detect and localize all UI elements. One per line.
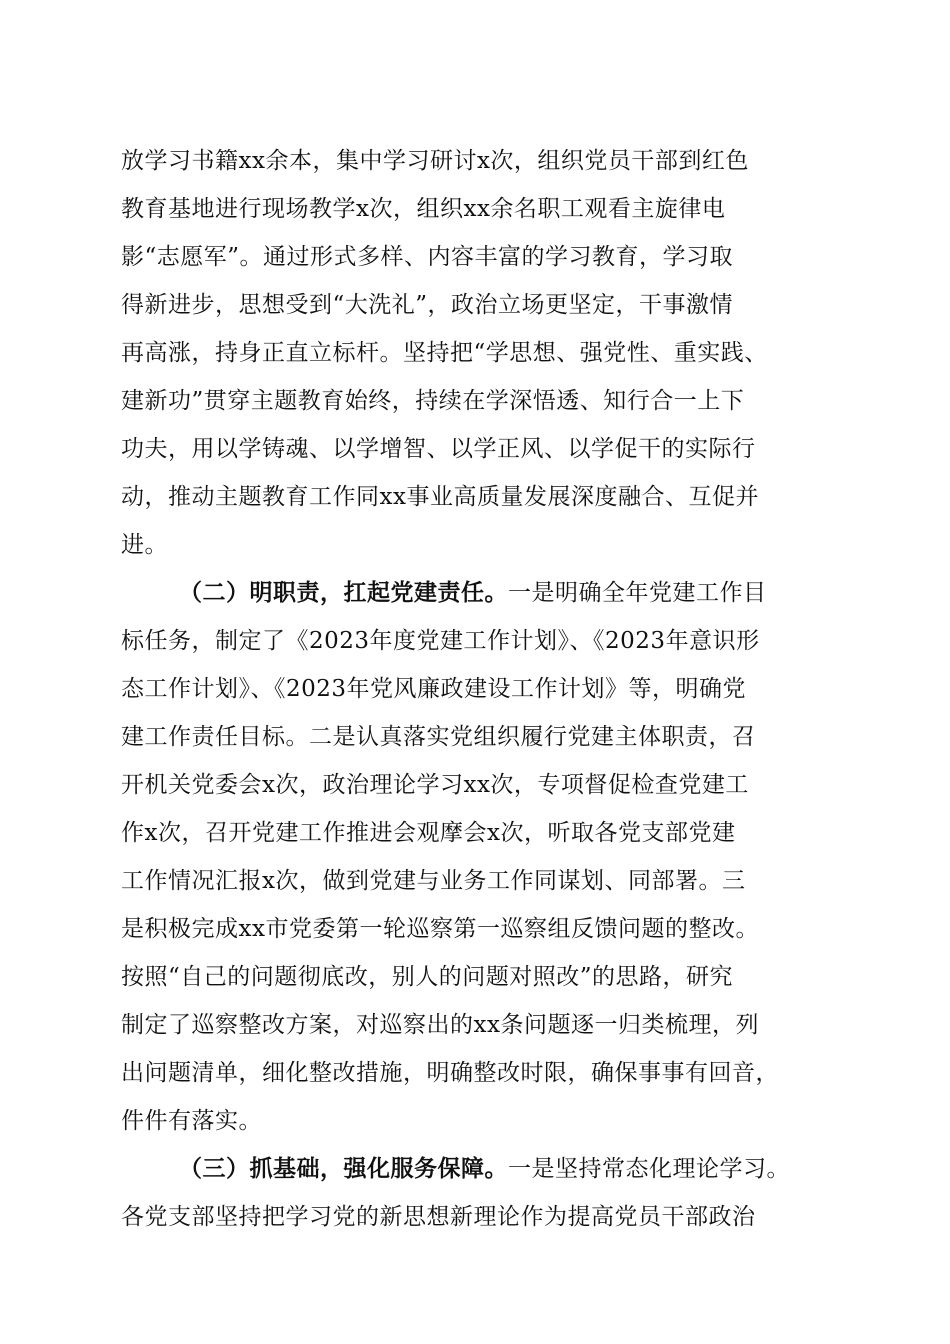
text-line: 标任务，制定了《2023年度党建工作计划》、《2023年意识形 <box>121 628 760 654</box>
paragraph-first-line <box>179 578 767 608</box>
text-line: 建工作责任目标。二是认真落实党组织履行党建主体职责，召 <box>121 724 756 750</box>
text-line: 工作情况汇报x次，做到党建与业务工作同谋划、同部署。三 <box>121 868 746 894</box>
text-line: 作x次，召开党建工作推进会观摩会x次，听取各党支部党建 <box>121 820 736 846</box>
text-line: 是积极完成xx市党委第一轮巡察第一巡察组反馈问题的整改。 <box>121 916 759 942</box>
text-run: 一是坚持常态化理论学习。 <box>508 1156 790 1182</box>
text-line: 按照“自己的问题彻底改，别人的问题对照改”的思路，研究 <box>121 964 734 990</box>
text-line: 放学习书籍xx余本，集中学习研讨x次，组织党员干部到红色 <box>121 148 749 174</box>
text-line: 进。 <box>121 532 168 558</box>
text-line: 影“志愿军”。通过形式多样、内容丰富的学习教育，学习取 <box>121 244 734 270</box>
text-line: 动，推动主题教育工作同xx事业高质量发展深度融合、互促并 <box>121 484 759 510</box>
text-line: 各党支部坚持把学习党的新思想新理论作为提高党员干部政治 <box>121 1204 756 1230</box>
paragraph-first-line <box>179 1154 790 1184</box>
text-line: 再高涨，持身正直立标杆。坚持把“学思想、强党性、重实践、 <box>121 340 768 366</box>
text-run: 一是明确全年党建工作目 <box>508 580 767 606</box>
section-heading-3: （三）抓基础，强化服务保障。 <box>179 1155 508 1182</box>
text-line: 功夫，用以学铸魂、以学增智、以学正风、以学促干的实际行 <box>121 436 756 462</box>
text-line: 件件有落实。 <box>121 1108 262 1134</box>
text-line: 开机关党委会x次，政治理论学习xx次，专项督促检查党建工 <box>121 772 749 798</box>
text-line: 建新功”贯穿主题教育始终，持续在学深悟透、知行合一上下 <box>121 388 745 414</box>
text-line: 教育基地进行现场教学x次，组织xx余名职工观看主旋律电 <box>121 196 726 222</box>
text-line: 态工作计划》、《2023年党风廉政建设工作计划》等，明确党 <box>121 676 747 702</box>
text-line: 出问题清单，细化整改措施，明确整改时限，确保事事有回音， <box>121 1060 779 1086</box>
section-heading-2: （二）明职责，扛起党建责任。 <box>179 579 508 606</box>
text-line: 得新进步，思想受到“大洗礼”，政治立场更坚定，干事激情 <box>121 292 734 318</box>
text-line: 制定了巡察整改方案，对巡察出的xx条问题逐一归类梳理，列 <box>121 1012 759 1038</box>
